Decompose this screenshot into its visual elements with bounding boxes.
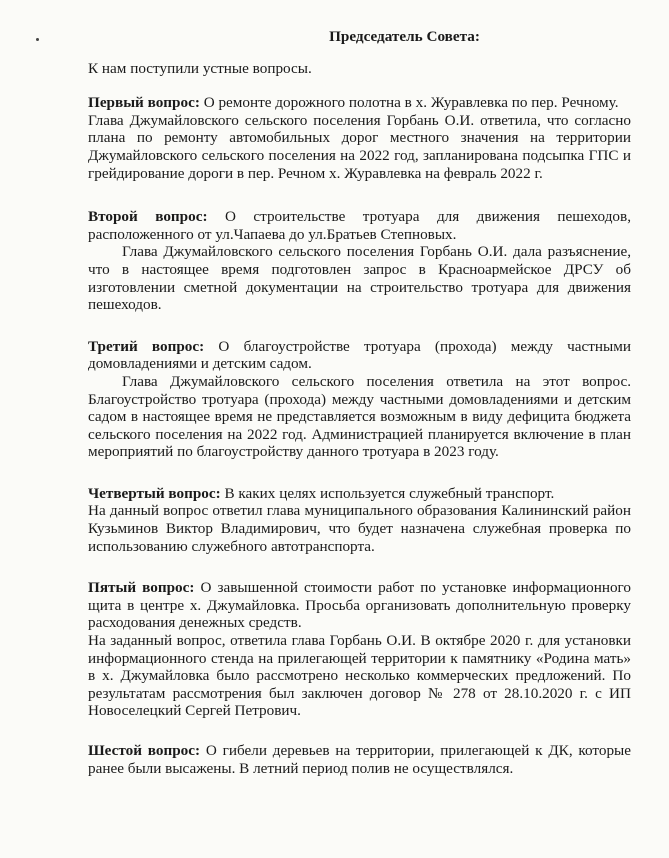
question-text: О завышенной стоимости работ по установке информационного щита в центре х. Джумайловка. Просьба организовать дополнительную проверку расходования денежных средств. [88, 579, 631, 632]
intro-line: К нам поступили устные вопросы. [88, 59, 312, 77]
question-label: Третий вопрос: [88, 337, 205, 355]
answer-text: Глава Джумайловского сельского поселения Горбань О.И. ответила, что согласно плана по ремонту автомобильных дорог местного значения на территории Джумайловского сельского поселения на 2022 год, запланирована подсыпка ГПС и грейдирование дороги в пер. Речном х. Журавлевка на февраль 2022 г. [88, 111, 631, 182]
question-block-2 [88, 208, 631, 314]
answer-text: Глава Джумайловского сельского поселения ответила на этот вопрос. Благоустройство тротуара (прохода) между частными домовладениями и детским садом в настоящее время не представляется возможным в виду дефицита бюджета сельского поселения на 2022 год. Администрацией планируется включение в план мероприятий по благоустройству данного тротуара в 2023 году. [88, 372, 631, 461]
answer-text: На заданный вопрос, ответила глава Горбань О.И. В октябре 2020 г. для установки информационного стенда на прилегающей территории к памятнику «Родина мать» в х. Джумайловка было рассмотрено несколько коммерческих предложений. По результатам рассмотрения был заключен договор № 278 от 28.10.2020 г. с ИП Новоселецкий Сергей Петрович. [88, 632, 631, 720]
question-text: О строительстве тротуара для движения пешеходов, расположенного от ул.Чапаева до ул.Братьев Степновых. [88, 208, 631, 243]
question-label: Шестой вопрос: [88, 742, 201, 759]
question-label: Второй вопрос: [88, 208, 208, 226]
question-block-1 [88, 94, 631, 182]
question-block-3 [88, 338, 631, 461]
question-block-5 [88, 579, 631, 720]
question-block-6 [88, 742, 631, 777]
heading: Председатель Совета: [329, 28, 480, 45]
question-text: В каких целях используется служебный транспорт. [220, 484, 555, 502]
scan-speck [36, 38, 39, 41]
answer-text: На данный вопрос ответил глава муниципального образования Калининский район Кузьминов Виктор Владимирович, что будет назначена служебная проверка по использованию служебного автотранспорта. [88, 502, 631, 555]
question-text: О гибели деревьев на территории, прилегающей к ДК, которые ранее были высажены. В летний период полив не осуществлялся. [88, 742, 631, 777]
question-text: О ремонте дорожного полотна в х. Журавлевка по пер. Речному. [199, 94, 619, 112]
question-text: О благоустройстве тротуара (прохода) между частными домовладениями и детским садом. [88, 337, 631, 373]
question-label: Пятый вопрос: [88, 579, 195, 597]
question-block-4 [88, 485, 631, 555]
question-label: Четвертый вопрос: [88, 484, 221, 502]
answer-text: Глава Джумайловского сельского поселения Горбань О.И. дала разъяснение, что в настоящее время подготовлен запрос в Красноармейское ДРСУ об изготовлении сметной документации на строительство тротуара для движения пешеходов. [88, 243, 631, 314]
question-label: Первый вопрос: [88, 94, 200, 112]
